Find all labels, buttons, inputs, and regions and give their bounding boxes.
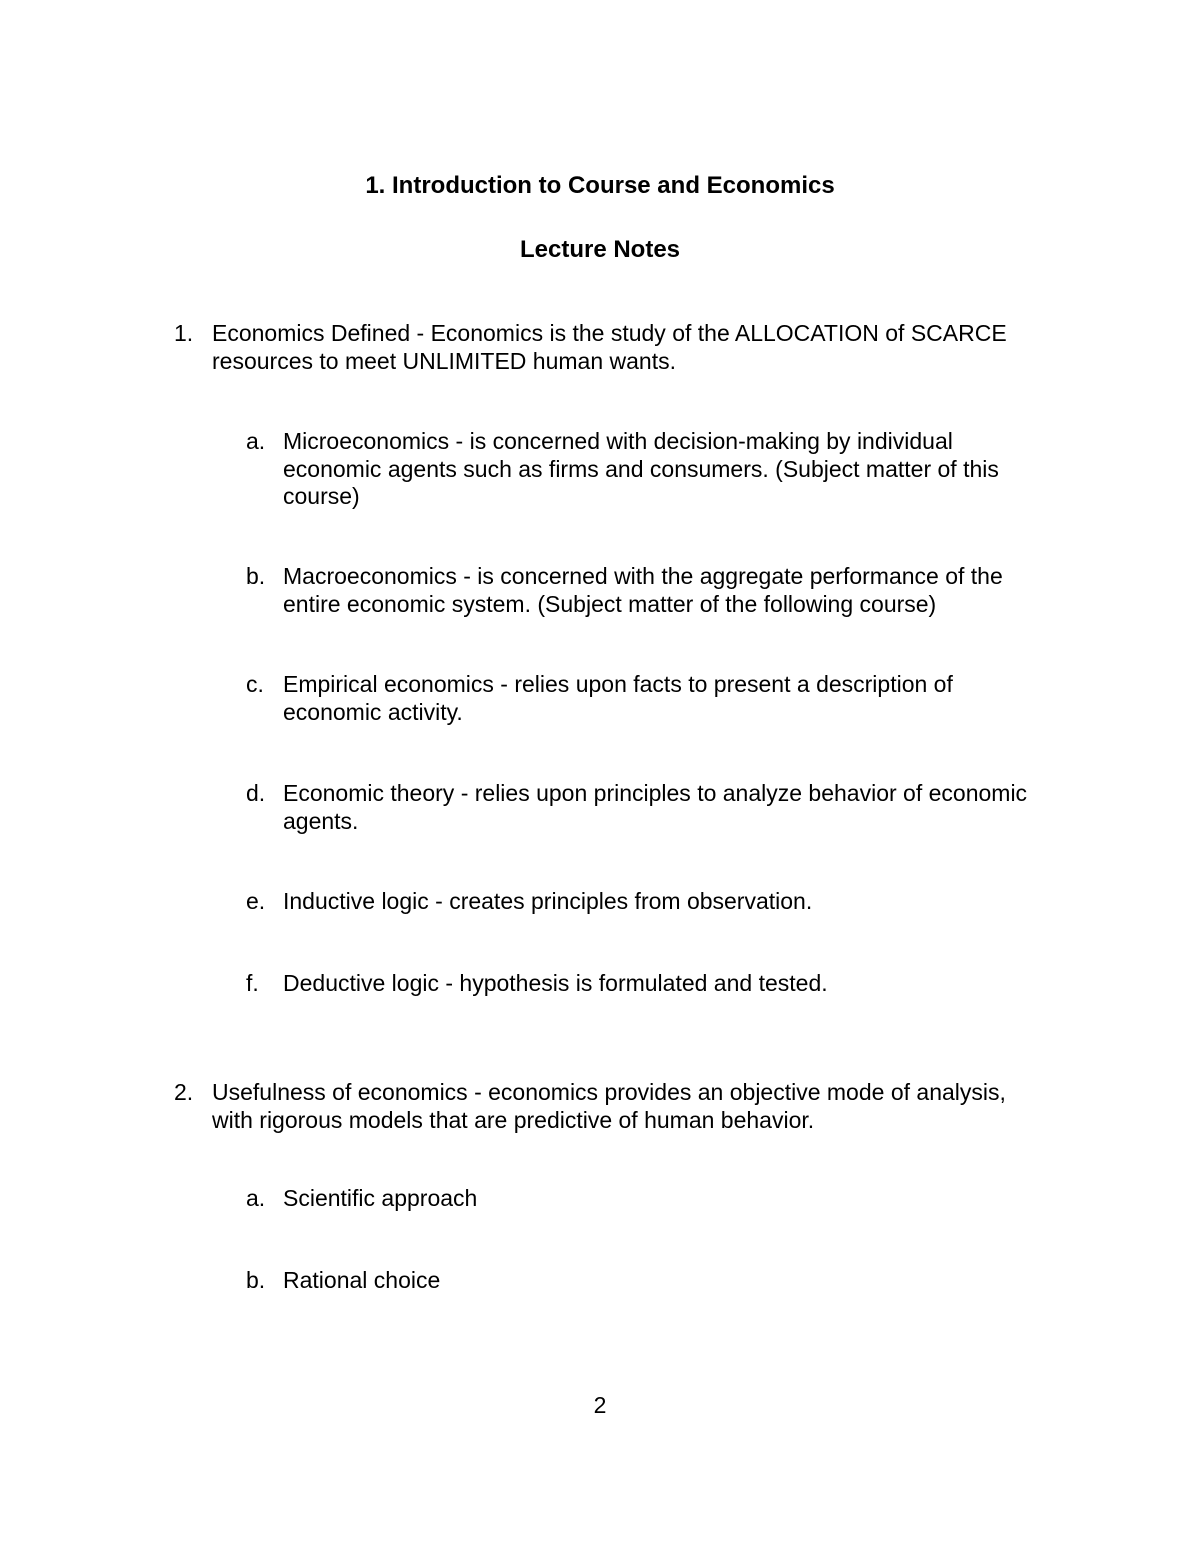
list-item-text: Microeconomics - is concerned with decision-making by individual economic agents such as firms and consumers. (Subject matter of this course): [283, 428, 999, 510]
list-item-letter: b.: [246, 1267, 266, 1293]
list-item-letter: a.: [246, 428, 266, 454]
section-2-text: Usefulness of economics - economics provides an objective mode of analysis, with rigorous models that are predictive of human behavior.: [212, 1079, 1006, 1133]
list-item-text: Economic theory - relies upon principles to analyze behavior of economic agents.: [283, 780, 1028, 834]
list-item-text: Inductive logic - creates principles from observation.: [283, 888, 813, 914]
list-item-letter: c.: [246, 671, 264, 697]
section-2-number: 2.: [174, 1079, 194, 1105]
list-item-text: Deductive logic - hypothesis is formulated and tested.: [283, 970, 828, 996]
list-item-text: Empirical economics - relies upon facts to present a description of economic activity.: [283, 671, 953, 725]
list-item-letter: f.: [246, 970, 259, 996]
page-number: 2: [593, 1392, 607, 1418]
list-item-letter: d.: [246, 780, 266, 806]
section-1-number: 1.: [174, 320, 194, 346]
page-title: 1. Introduction to Course and Economics: [365, 172, 835, 199]
section-1-text: Economics Defined - Economics is the study of the ALLOCATION of SCARCE resources to meet UNLIMITED human wants.: [212, 320, 1007, 374]
page-subtitle: Lecture Notes: [519, 236, 681, 263]
list-item-letter: e.: [246, 888, 266, 914]
list-item-text: Macroeconomics - is concerned with the aggregate performance of the entire economic system. (Subject matter of the following course): [283, 563, 1003, 617]
list-item-letter: b.: [246, 563, 266, 589]
list-item-text: Rational choice: [283, 1267, 441, 1293]
list-item-letter: a.: [246, 1185, 266, 1211]
list-item-text: Scientific approach: [283, 1185, 478, 1211]
